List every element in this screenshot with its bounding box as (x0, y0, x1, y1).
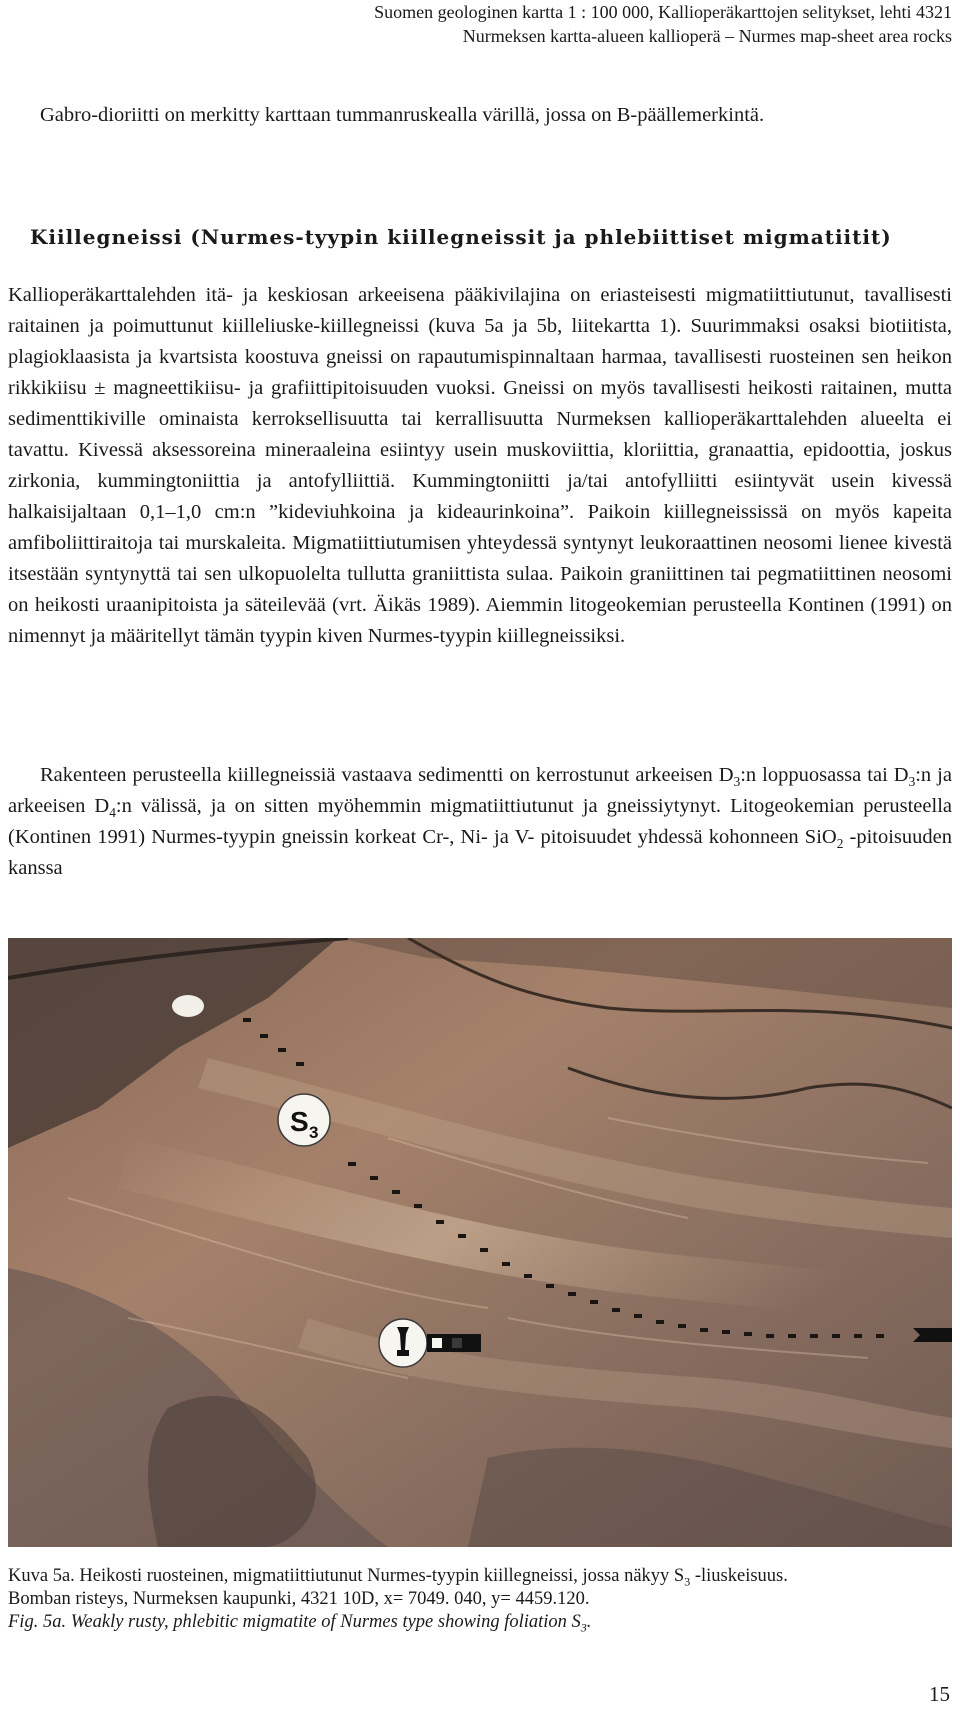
s3-label (278, 1094, 330, 1146)
s3-subscript: 3 (309, 1123, 319, 1142)
body-paragraph-1: Kallioperäkarttalehden itä- ja keskiosan arkeeisena pääkivilajina on eriasteisesti migmatiittiutunut, tavallisesti raitainen ja poimuttunut kiilleliuske-kiillegneissi (kuva 5a ja 5b, liitekartta 1). Suurimmaksi osaksi biotiitista, plagioklaasista ja kvartsista koostuva gneissi on rapautumispinnaltaan harmaa, tavallisesti ruosteinen sen heikon rikkikiisu ± magneettikiisu- ja grafiittipitoisuuden vuoksi. Gneissi on myös tavallisesti heikosti raitainen, mutta sedimenttikiville ominaista kerroksellisuutta tai kerrallisuutta Nurmeksen kallioperäkarttalehden alueelta ei tavattu. Kivessä aksessoreina mineraaleina esiintyy usein muskoviittia, kloriittia, granaattia, epidoottia, joskus zirkonia, kummingtoniittia ja antofylliittiä. Kummingtoniitti ja/tai antofylliitti esiintyvät usein kivessä halkaisijaltaan 0,1–1,0 cm:n ”kideviuhkoina ja kideaurinkoina”. Paikoin kiillegneississä on myös kapeita amfiboliittiraitoja tai murskaleita. Migmatiittiutumisen yhteydessä syntynyt leukoraattinen neosomi lienee kivestä itsestään syntynyttä tai sen ulkopuolelta tullutta graniittista sulaa. Paikoin graniittinen tai pegmatiittinen neosomi on heikosti uraanipitoista ja säteilevää (vrt. Äikäs 1989). Aiemmin litogeokemian perusteella Kontinen (1991) on nimennyt ja määritellyt tämän tyypin kiven Nurmes-tyypin kiillegneissiksi. (8, 284, 952, 647)
section-heading: Kiillegneissi (Nurmes-tyypin kiillegneissit ja phlebiittiset migmatiitit) (30, 225, 892, 249)
s3-letter: S (290, 1106, 309, 1137)
running-header (52, 0, 952, 48)
page-number: 15 (929, 1682, 950, 1706)
body-paragraph-2: Rakenteen perusteella kiillegneissiä vastaava sedimentti on kerrostunut arkeeisen $D_3:n$ loppuosassa tai $D_3:n$ ja arkeeisen $D_4:n$ välissä, ja on sitten myöhemmin migmatiittiutunut ja gneissiytynyt. Litogeokemian perusteella (Kontinen 1991) Nurmes-tyypin gneissin korkeat Cr-, Ni- ja V- pitoisuudet yhdessä kohonneen SiO$_2$ -pitoisuuden kanssa (8, 764, 952, 879)
caption-finnish-line-1: Kuva 5a. Heikosti ruosteinen, migmatiittiutunut Nurmes-tyypin kiillegneissi, jossa näkyy $S_3$ -liuskeisuus. (8, 1566, 788, 1589)
intro-paragraph: Gabro-dioriitti on merkitty karttaan tummanruskealla värillä, jossa on B-päällemerkintä. (40, 104, 765, 126)
outcrop-photo (8, 938, 952, 1547)
caption-finnish-line-2: Bomban risteys, Nurmeksen kaupunki, 4321 10D, x= 7049. 040, y= 4459.120. (8, 1589, 590, 1609)
header-line-1: Suomen geologinen kartta 1 : 100 000, Kallioperäkarttojen selitykset, lehti 4321 (374, 2, 952, 22)
caption-english: Fig. 5a. Weakly rusty, phlebitic migmatite of Nurmes type showing foliation $S_3$. (8, 1612, 592, 1635)
header-line-2: Nurmeksen kartta-alueen kallioperä – Nurmes map-sheet area rocks (462, 26, 952, 46)
figure-caption (8, 1565, 958, 1634)
